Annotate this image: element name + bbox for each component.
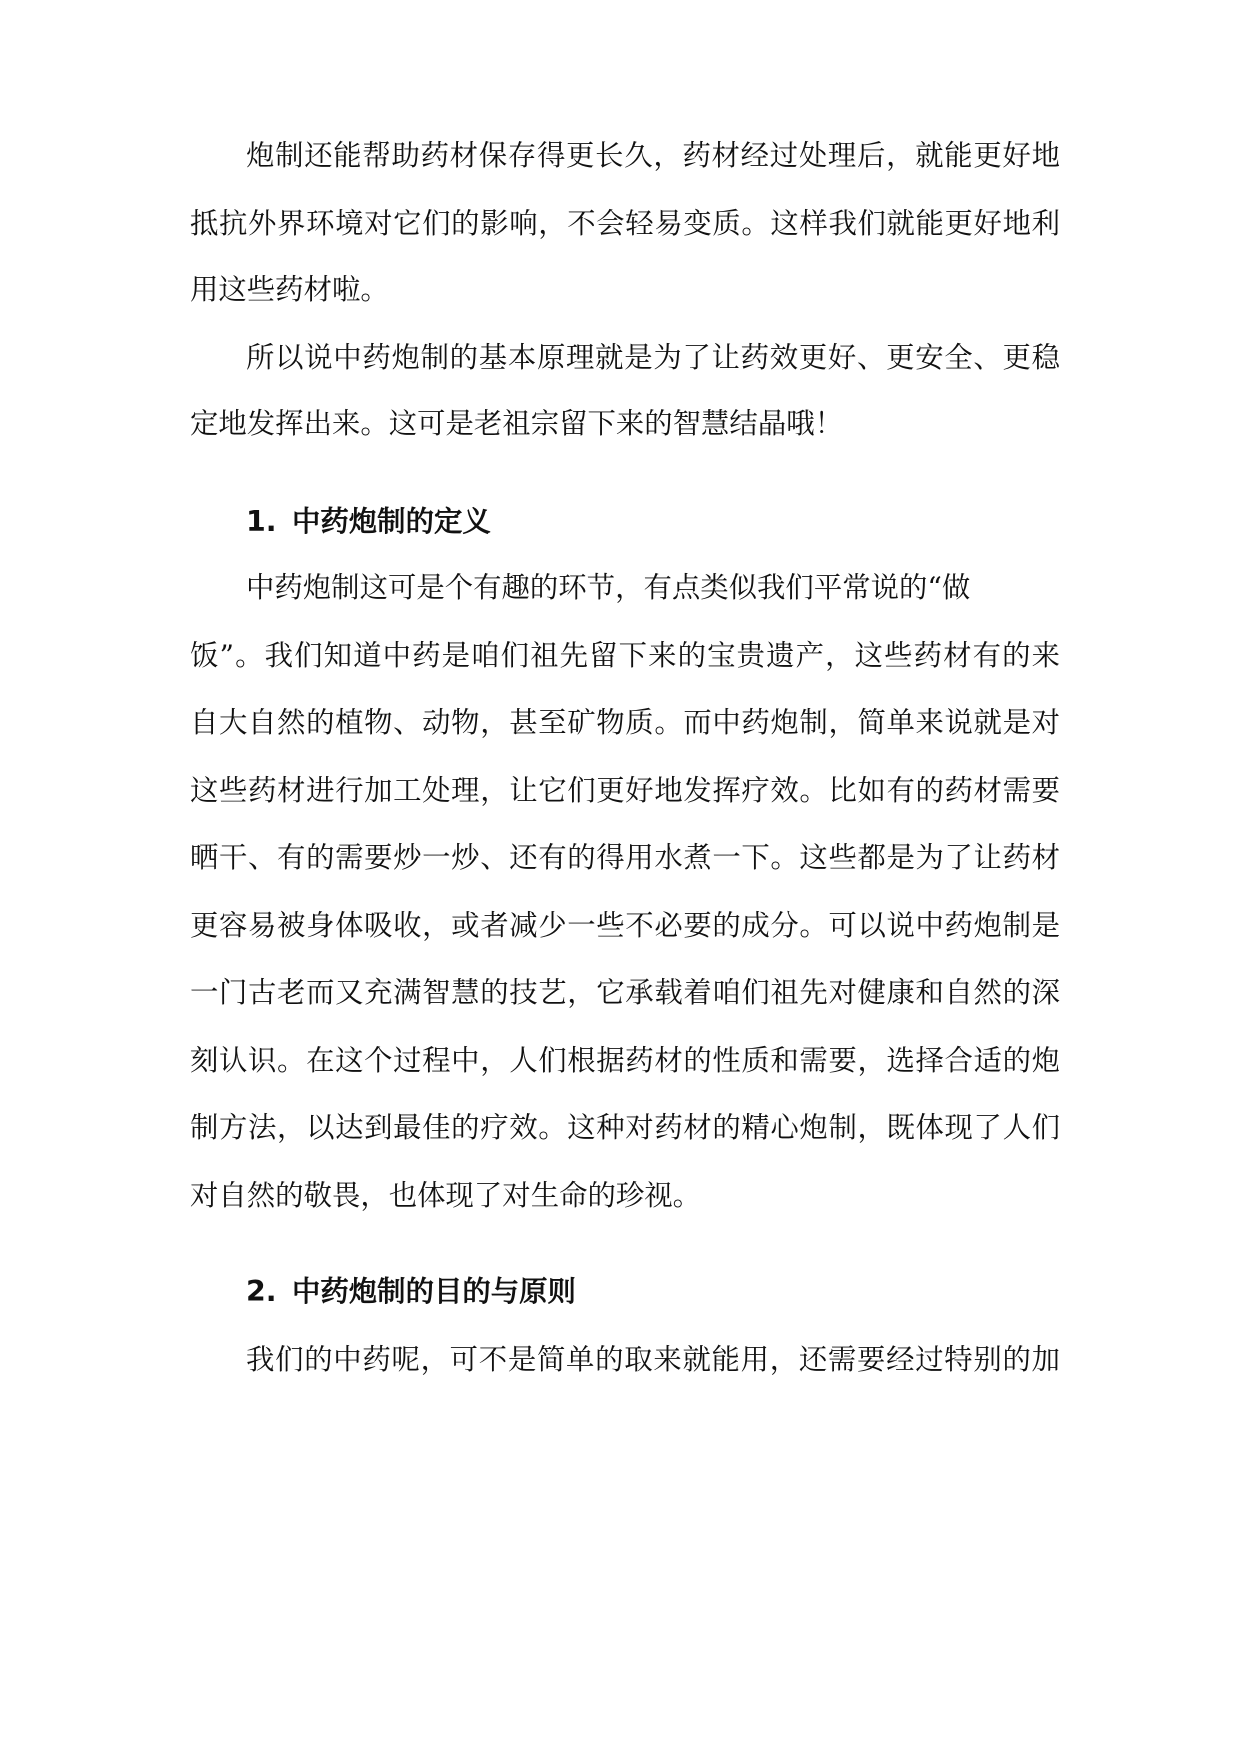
section-heading-2-number: 2. [246, 1275, 277, 1308]
paragraph-3-line-2: 饭”。我们知道中药是咱们祖先留下来的宝贵遗产，这些药材有的来 [190, 639, 1060, 672]
paragraph-3-line-1: 中药炮制这可是个有趣的环节，有点类似我们平常说的“做 [246, 571, 971, 604]
paragraph-4-line-1: 我们的中药呢，可不是简单的取来就能用，还需要经过特别的加 [246, 1343, 1060, 1376]
paragraph-3-line-10: 对自然的敬畏，也体现了对生命的珍视。 [190, 1179, 702, 1212]
paragraph-2-line-1: 所以说中药炮制的基本原理就是为了让药效更好、更安全、更稳 [246, 341, 1060, 374]
section-heading-1-text: 中药炮制的定义 [292, 505, 491, 538]
paragraph-3-line-6: 更容易被身体吸收，或者减少一些不必要的成分。可以说中药炮制是 [190, 909, 1060, 942]
paragraph-2-line-2: 定地发挥出来。这可是老祖宗留下来的智慧结晶哦！ [190, 407, 843, 440]
paragraph-1-line-2: 抵抗外界环境对它们的影响，不会轻易变质。这样我们就能更好地利 [190, 207, 1060, 240]
paragraph-3-line-8: 刻认识。在这个过程中，人们根据药材的性质和需要，选择合适的炮 [190, 1044, 1060, 1077]
paragraph-3-line-3: 自大自然的植物、动物，甚至矿物质。而中药炮制，简单来说就是对 [190, 706, 1060, 739]
section-heading-1 [246, 502, 491, 542]
paragraph-1-line-1: 炮制还能帮助药材保存得更长久，药材经过处理后，就能更好地 [246, 139, 1060, 172]
section-heading-2 [246, 1272, 576, 1312]
section-heading-2-text: 中药炮制的目的与原则 [292, 1275, 576, 1308]
paragraph-3-line-4: 这些药材进行加工处理，让它们更好地发挥疗效。比如有的药材需要 [190, 774, 1060, 807]
paragraph-3-line-7: 一门古老而又充满智慧的技艺，它承载着咱们祖先对健康和自然的深 [190, 976, 1060, 1009]
paragraph-1-line-3: 用这些药材啦。 [190, 273, 389, 306]
paragraph-3-line-5: 晒干、有的需要炒一炒、还有的得用水煮一下。这些都是为了让药材 [190, 841, 1060, 874]
section-heading-1-number: 1. [246, 505, 277, 538]
paragraph-3-line-9: 制方法，以达到最佳的疗效。这种对药材的精心炮制，既体现了人们 [190, 1111, 1060, 1144]
